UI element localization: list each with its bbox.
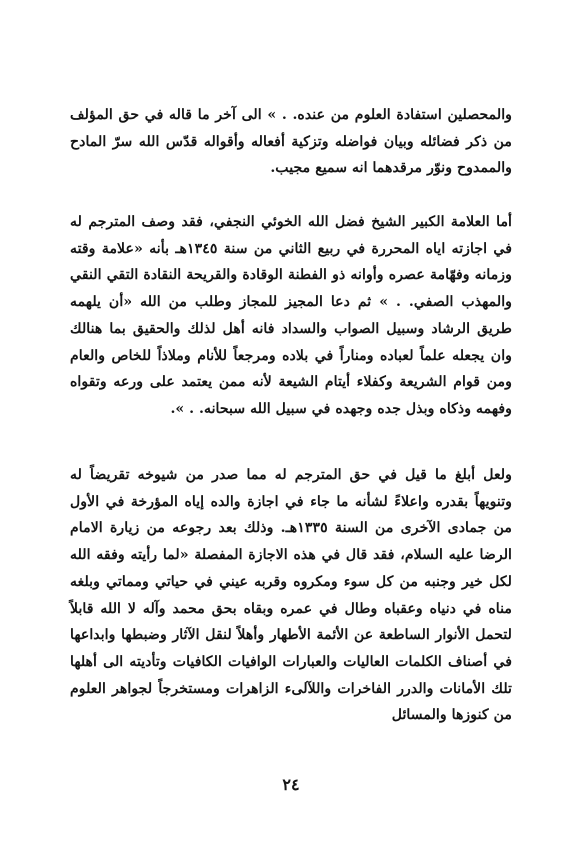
paragraph-khoei-ijaza: أما العلامة الكبير الشيخ فضل الله الخوئي النجفي، فقد وصف المترجم له في اجازته اياه المحررة في ربيع الثاني من سنة ١٣٤٥هـ بأنه «علامة وقته وزمانه وفهّامة عصره وأوانه ذو الفطنة الوقادة والقريحة النقادة التقي النقي والمهذب الصفي. . » ثم دعا المجيز للمجاز وطلب من الله «أن يلهمه طريق الرشاد وسبيل الصواب والسداد فانه أهل لذلك والحقيق بما هنالك وان يجعله علماً لعباده ومناراً في بلاده ومرجعاً للأنام وملاذاً للخاص والعام ومن قوام الشريعة وكفلاء أيتام الشيعة لأنه ممن يعتمد على ورعه وتقواه وفهمه وذكاه وبذل جده وجهده في سبيل الله سبحانه. . ». <box>70 214 512 417</box>
paragraph-continuation: والمحصلين استفادة العلوم من عنده. . » الى آخر ما قاله في حق المؤلف من ذكر فضائله وبيان فواضله وتزكية أفعاله وأقواله قدّس الله سرّ المادح والممدوح ونوّر مرقدهما انه سميع مجيب. <box>70 107 512 177</box>
page-number: ٢٤ <box>282 775 300 794</box>
paragraph-father-ijaza: ولعل أبلغ ما قيل في حق المترجم له مما صدر من شيوخه تقريضاً له وتنويهاً بقدره واعلاءً لشأنه ما جاء في اجازة والده إياه المؤرخة في الأول من جمادى الآخرى من السنة ١٣٣٥هـ. وذلك بعد رجوعه من زيارة الامام الرضا عليه السلام، فقد قال في هذه الاجازة المفصلة «لما رأيته وفقه الله لكل خير وجنبه من كل سوء ومكروه وقربه عيني في حياتي ومماتي وبلغه مناه في دنياه وعقباه وطال في عمره وبقاه بحق محمد وآله لا الله قابلاً لتحمل الأنوار الساطعة عن الأئمة الأطهار وأهلاً لنقل الآثار وضبطها وابداعها في أصناف الكلمات العاليات والعبارات الوافيات الكافيات وتأديته الى أهلها تلك الأمانات والدرر الفاخرات واللآلىء الزاهرات ومستخرجاً لجواهر العلوم من كنوزها والمسائل <box>70 467 512 724</box>
